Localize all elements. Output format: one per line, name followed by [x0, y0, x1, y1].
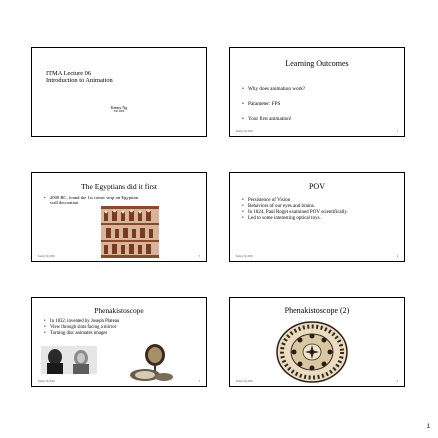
- slide-1-title: [31, 47, 207, 137]
- bullet-item: • In 1824, Paul Roget examined POV scientifically.: [242, 210, 372, 216]
- bullet-item: • Led to some interesting optical toys.: [242, 216, 372, 222]
- slide-footer: Kenny Ng 2009: [38, 255, 55, 258]
- bullet-item: • Behaviors of our eyes and brains.: [242, 204, 372, 210]
- slide-2-learning-outcomes: [229, 47, 405, 137]
- egyptian-wall-image: [101, 206, 159, 258]
- lecture-title-line-2: Introduction to Animation: [46, 77, 113, 85]
- slide-title: Phenakistoscope: [94, 306, 144, 315]
- bullet-list: [44, 195, 144, 206]
- lecture-title-line-1: ITMA Lecture 06: [46, 70, 92, 77]
- slide-title: POV: [308, 182, 325, 191]
- slide-footer: Kenny Ng 2009: [236, 255, 253, 258]
- slide-number: 4: [396, 255, 398, 258]
- slide-6-phenakistoscope-2: [229, 297, 405, 387]
- bullet-item: • In 1832, invented by Joseph Plateau: [44, 319, 184, 325]
- slide-footer: Kenny Ng 2009: [236, 130, 253, 133]
- page-number: 1: [426, 424, 430, 430]
- bullet-list: [44, 319, 184, 336]
- slide-4-pov: [229, 172, 405, 262]
- bullet-item: • Your first animation!: [242, 112, 305, 127]
- slide-title: Phenakistoscope (2): [284, 306, 350, 315]
- slide-3-egyptians: [31, 172, 207, 262]
- lecture-title: [46, 70, 113, 84]
- bullet-item: • Turning disc animates images: [44, 331, 184, 337]
- slide-number: 5: [198, 380, 200, 383]
- lecture-term: Fall 2009: [113, 110, 125, 113]
- bullet-item: • Parameter: FPS: [242, 97, 305, 112]
- slide-title: Learning Outcomes: [285, 59, 349, 68]
- slide-footer: Kenny Ng 2009: [236, 380, 253, 383]
- slide-5-phenakistoscope: [31, 297, 207, 387]
- slide-number: 6: [396, 380, 398, 383]
- phenakistoscope-disc-image: [275, 320, 349, 384]
- slide-footer: Kenny Ng 2009: [38, 380, 55, 383]
- bullet-item: • View through slots facing a mirror: [44, 325, 184, 331]
- slide-number: 3: [198, 255, 200, 258]
- bullet-item: • Why does animation work?: [242, 82, 305, 97]
- slide-number: 2: [396, 130, 398, 133]
- bullet-item: • Persistence of Vision: [242, 198, 372, 204]
- bullet-item: • 2000 BC, found the 1st comic strip on Egyptian wall decoration: [44, 195, 144, 206]
- bullet-list: [242, 82, 305, 127]
- phenakistoscope-device-image: [129, 342, 175, 382]
- portrait-photo-image: [41, 346, 97, 374]
- bullet-list: [242, 198, 372, 222]
- slide-title: The Egyptians did it first: [81, 182, 157, 191]
- lecture-author: Kenny Ng: [110, 105, 128, 110]
